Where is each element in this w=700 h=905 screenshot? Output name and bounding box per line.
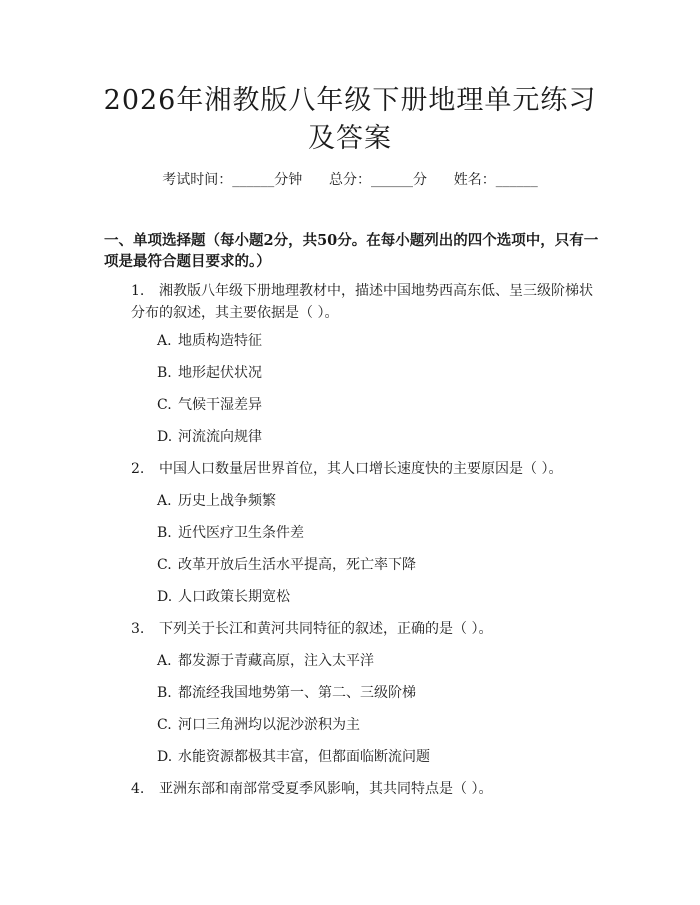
option-letter: C. xyxy=(157,717,172,733)
question-number: 3. xyxy=(131,621,145,637)
question-number: 2. xyxy=(131,461,145,477)
option-letter: A. xyxy=(157,653,172,669)
option-text: 都发源于青藏高原，注入太平洋 xyxy=(178,653,374,669)
option-text: 近代医疗卫生条件差 xyxy=(178,525,304,541)
section-heading: 一、单项选择题（每小题2分，共50分。在每小题列出的四个选项中，只有一项是最符合题目要求的。） xyxy=(104,232,599,270)
option-text: 历史上战争频繁 xyxy=(178,493,276,509)
question-text: 亚洲东部和南部常受夏季风影响，其共同特点是（ ）。 xyxy=(159,781,493,797)
option-text: 人口政策长期宽松 xyxy=(178,589,290,605)
question-2-option-b xyxy=(157,522,304,544)
question-3-option-c xyxy=(157,714,360,736)
option-text: 改革开放后生活水平提高，死亡率下降 xyxy=(178,557,416,573)
question-2-option-d xyxy=(157,586,290,608)
question-1 xyxy=(131,280,602,324)
option-letter: C. xyxy=(157,397,172,413)
question-text: 下列关于长江和黄河共同特征的叙述，正确的是（ ）。 xyxy=(159,621,493,637)
option-letter: D. xyxy=(157,429,173,445)
question-text: 中国人口数量居世界首位，其人口增长速度快的主要原因是（ ）。 xyxy=(159,461,563,477)
option-letter: D. xyxy=(157,749,173,765)
question-3-option-d xyxy=(157,746,430,768)
question-2-option-c xyxy=(157,554,416,576)
exam-info-line: 考试时间：______分钟 总分：______分 姓名：______ xyxy=(162,172,538,188)
question-2-option-a xyxy=(157,490,276,512)
option-letter: B. xyxy=(157,525,172,541)
option-text: 水能资源都极其丰富，但都面临断流问题 xyxy=(178,749,430,765)
question-1-option-c xyxy=(157,394,262,416)
page-title: 2026年湘教版八年级下册地理单元练习及答案 xyxy=(103,85,597,154)
question-4 xyxy=(131,778,602,800)
option-text: 气候干湿差异 xyxy=(178,397,262,413)
option-letter: B. xyxy=(157,685,172,701)
question-3-option-b xyxy=(157,682,416,704)
question-1-option-d xyxy=(157,426,262,448)
question-3 xyxy=(131,618,602,640)
option-text: 地形起伏状况 xyxy=(178,365,262,381)
question-1-option-a xyxy=(157,330,262,352)
option-text: 都流经我国地势第一、第二、三级阶梯 xyxy=(178,685,416,701)
option-letter: C. xyxy=(157,557,172,573)
option-letter: B. xyxy=(157,365,172,381)
option-letter: D. xyxy=(157,589,173,605)
option-letter: A. xyxy=(157,493,172,509)
option-letter: A. xyxy=(157,333,172,349)
question-1-option-b xyxy=(157,362,262,384)
option-text: 河口三角洲均以泥沙淤积为主 xyxy=(178,717,360,733)
question-3-option-a xyxy=(157,650,374,672)
question-text: 湘教版八年级下册地理教材中，描述中国地势西高东低、呈三级阶梯状分布的叙述，其主要依据是（ ）。 xyxy=(131,283,593,321)
question-number: 1. xyxy=(131,283,145,299)
option-text: 地质构造特征 xyxy=(178,333,262,349)
question-2 xyxy=(131,458,602,480)
question-number: 4. xyxy=(131,781,145,797)
option-text: 河流流向规律 xyxy=(178,429,262,445)
